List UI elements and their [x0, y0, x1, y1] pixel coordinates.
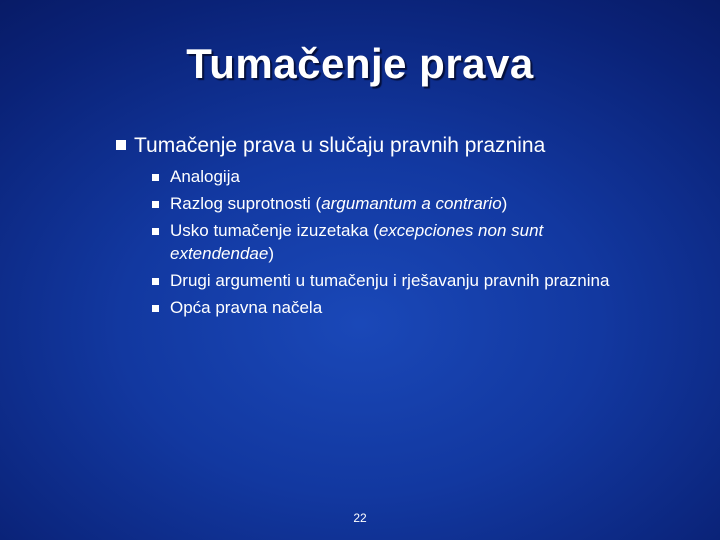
text-run: Opća pravna načela: [170, 298, 323, 317]
sub-bullet-item: [152, 269, 632, 292]
sub-bullet-text: [170, 192, 632, 215]
square-bullet-icon: [152, 228, 159, 235]
square-bullet-icon: [152, 305, 159, 312]
text-run: Drugi argumenti u tumačenju i rješavanju pravnih praznina: [170, 271, 610, 290]
sub-bullet-item: [152, 192, 632, 215]
square-bullet-icon: [152, 278, 159, 285]
text-run: Analogija: [170, 167, 240, 186]
page-number: 22: [353, 511, 367, 525]
sub-bullet-item: [152, 296, 632, 319]
sub-bullet-text: [170, 219, 632, 265]
sub-bullet-text: [170, 296, 632, 319]
latin-term: excepciones non sunt extendendae: [170, 221, 544, 263]
slide-title: Tumačenje prava: [186, 40, 534, 87]
sub-bullet-item: [152, 219, 632, 265]
sub-bullet-text: [170, 269, 632, 292]
square-bullet-icon: [152, 201, 159, 208]
text-run: Usko tumačenje izuzetaka (: [170, 221, 379, 240]
text-run: Razlog suprotnosti (: [170, 194, 322, 213]
main-bullet-item: [116, 133, 676, 159]
text-run: ): [501, 194, 508, 213]
square-bullet-icon: [152, 174, 159, 181]
square-bullet-icon: [116, 140, 126, 150]
sub-bullet-item: [152, 165, 632, 188]
sub-bullet-list: [152, 165, 632, 323]
main-bullet-text: Tumačenje prava u slučaju pravnih praznina: [134, 134, 546, 157]
text-run: ): [268, 244, 274, 263]
sub-bullet-text: [170, 165, 632, 188]
latin-term: argumantum a contrario: [321, 194, 502, 213]
